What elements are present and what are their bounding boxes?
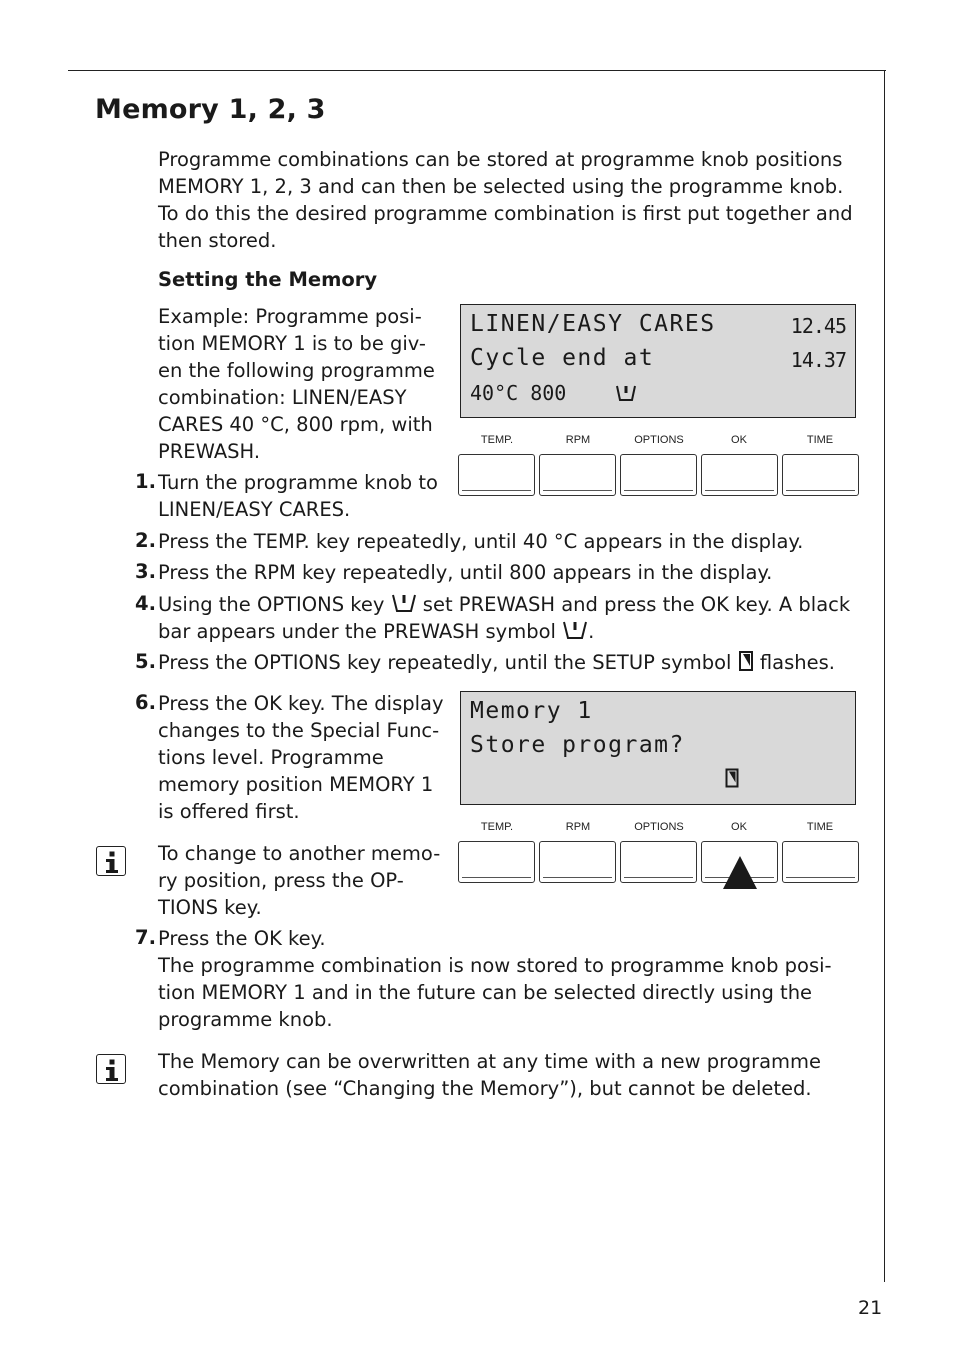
step-line: Turn the programme knob to: [158, 471, 438, 494]
prewash-icon: [562, 619, 588, 649]
rpm-key[interactable]: [539, 454, 616, 496]
info-line: The Memory can be overwritten at any time with a new programme: [158, 1050, 822, 1073]
step-line: tions level. Programme: [158, 746, 384, 769]
temp-key[interactable]: [458, 841, 535, 883]
press-arrow-icon: [722, 855, 758, 895]
key-labels-2: [458, 821, 860, 835]
setup-icon: [738, 650, 754, 680]
example-line: combination: LINEN/EASY: [158, 386, 407, 409]
lcd-display-1: [460, 304, 856, 418]
page-number: 21: [858, 1297, 883, 1319]
step-line: programme knob.: [158, 1008, 333, 1031]
key-label-temp: TEMP.: [480, 821, 514, 833]
key-labels-1: [458, 434, 860, 448]
options-key[interactable]: [620, 841, 697, 883]
step-line: [158, 650, 835, 680]
step-text: Press the OPTIONS key repeatedly, until the SETUP symbol: [158, 651, 732, 674]
step-text: Press the RPM key repeatedly, until 800 appears in the display.: [158, 561, 773, 584]
key-label-ok: OK: [731, 434, 747, 446]
display-line-2: Cycle end at: [470, 345, 655, 371]
info-icon: [96, 1054, 126, 1084]
key-label-rpm: RPM: [565, 434, 591, 446]
key-label-time: TIME: [806, 434, 834, 446]
step-number: 1.: [135, 470, 156, 493]
step-line: changes to the Special Func-: [158, 719, 440, 742]
example-line: tion MEMORY 1 is to be giv-: [158, 332, 426, 355]
info-line: combination (see “Changing the Memory”), but cannot be deleted.: [158, 1077, 812, 1100]
display-line-3: 40°C 800: [470, 381, 567, 405]
step-text: Press the TEMP. key repeatedly, until 40 °C appears in the display.: [158, 530, 804, 553]
example-line: Example: Programme posi-: [158, 305, 422, 328]
info-line: TIONS key.: [158, 896, 262, 919]
step-text: .: [588, 620, 595, 643]
intro-line: then stored.: [158, 228, 277, 252]
display-line-1: Memory 1: [470, 698, 593, 724]
time-key[interactable]: [782, 454, 859, 496]
step-text: bar appears under the PREWASH symbol: [158, 620, 556, 643]
step-number: 5.: [135, 650, 156, 673]
info-line: ry position, press the OP-: [158, 869, 404, 892]
step-text: flashes.: [753, 651, 835, 674]
step-text: set PREWASH and press the OK key. A black: [416, 593, 851, 616]
step-line: LINEN/EASY CARES.: [158, 498, 351, 521]
options-key[interactable]: [620, 454, 697, 496]
step-number: 4.: [135, 592, 156, 615]
ok-key[interactable]: [701, 454, 778, 496]
time-key[interactable]: [782, 841, 859, 883]
info-line: To change to another memo-: [158, 842, 441, 865]
step-line: is offered first.: [158, 800, 300, 823]
info-icon: [96, 846, 126, 876]
temp-key[interactable]: [458, 454, 535, 496]
display-line-1: LINEN/EASY CARES: [470, 311, 716, 337]
prewash-icon: [615, 383, 637, 407]
step-line: Press the OK key. The display: [158, 692, 444, 715]
display-time-2: 14.37: [790, 348, 846, 372]
step-line: memory position MEMORY 1: [158, 773, 434, 796]
step-line: [158, 592, 850, 622]
rpm-key[interactable]: [539, 841, 616, 883]
intro-line: Programme combinations can be stored at programme knob positions: [158, 148, 843, 171]
display-time-1: 12.45: [790, 314, 846, 338]
step-line: The programme combination is now stored to programme knob posi-: [158, 954, 832, 977]
key-label-options: OPTIONS: [634, 821, 684, 833]
step-line: [158, 619, 594, 649]
example-line: CARES 40 °C, 800 rpm, with: [158, 413, 433, 436]
top-rule: [68, 70, 886, 71]
step-number: 3.: [135, 560, 156, 583]
step-line: Press the OK key.: [158, 927, 326, 950]
key-label-options: OPTIONS: [634, 434, 684, 446]
step-line: tion MEMORY 1 and in the future can be selected directly using the: [158, 981, 813, 1004]
page-title: Memory 1, 2, 3: [95, 94, 326, 125]
key-label-ok: OK: [731, 821, 747, 833]
prewash-icon: [391, 592, 417, 622]
intro-line: MEMORY 1, 2, 3 and can then be selected using the programme knob.: [158, 174, 844, 198]
example-line: en the following programme: [158, 359, 435, 382]
key-label-temp: TEMP.: [480, 434, 514, 446]
key-label-rpm: RPM: [565, 821, 591, 833]
step-number: 7.: [135, 926, 156, 949]
step-number: 6.: [135, 691, 156, 714]
display-line-2: Store program?: [470, 732, 685, 758]
key-label-time: TIME: [806, 821, 834, 833]
example-line: PREWASH.: [158, 440, 261, 463]
intro-line: To do this the desired programme combination is first put together and: [158, 202, 853, 225]
right-rule: [884, 70, 885, 1282]
section-title: Setting the Memory: [158, 268, 378, 291]
lcd-display-2: [460, 691, 856, 805]
setup-icon: [725, 768, 739, 792]
step-text: Using the OPTIONS key: [158, 593, 385, 616]
step-number: 2.: [135, 529, 156, 552]
